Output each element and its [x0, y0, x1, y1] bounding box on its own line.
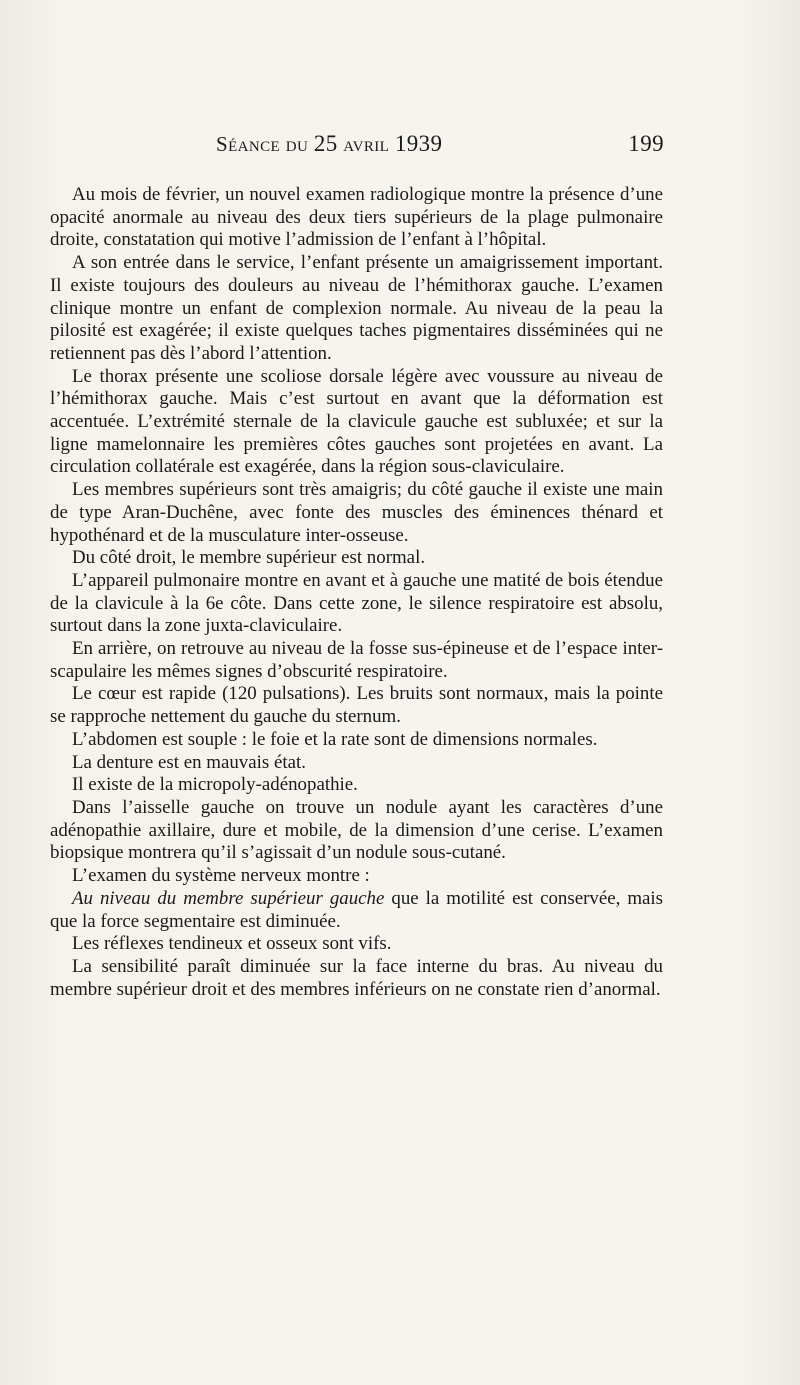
paragraph: Du côté droit, le membre supérieur est normal.: [72, 547, 426, 569]
running-head: [216, 131, 664, 163]
paragraph: La sensibilité paraît diminuée sur la face interne du bras. Au niveau du membre supérieur droit et des membres inférieurs on ne constate rien d’anormal.: [50, 955, 663, 1000]
running-head-year: 1939: [394, 131, 443, 156]
running-head-month: avril: [337, 132, 395, 156]
paragraph: Il existe de la micropoly-adénopathie.: [72, 774, 358, 796]
running-head-day: 25: [313, 131, 338, 156]
paragraph: L’appareil pulmonaire montre en avant et à gauche une matité de bois étendue de la clavicule à la 6e côte. Dans cette zone, le silence respiratoire est absolu, surtout dans la zone juxta-claviculaire.: [50, 569, 663, 637]
paragraph: A son entrée dans le service, l’enfant présente un amaigrissement important. Il existe toujours des douleurs au niveau de l’hémithorax gauche. L’examen clinique montre un enfant de complexion normale. Au niveau de la peau la pilosité est exagérée; il existe quelques taches pigmentaires disséminées qui ne retiennent pas dès l’abord l’attention.: [50, 252, 663, 364]
running-head-title: [216, 131, 442, 157]
italic-lead: Au niveau du membre supérieur gauche: [72, 887, 385, 909]
paragraph: En arrière, on retrouve au niveau de la fosse sus-épineuse et de l’espace inter-scapulaire les mêmes signes d’obscurité respiratoire.: [50, 638, 663, 682]
paragraph: L’examen du système nerveux montre :: [72, 865, 370, 887]
paragraph: Les membres supérieurs sont très amaigris; du côté gauche il existe une main de type Aran-Duchêne, avec fonte des muscles des éminences thénard et hypothénard et de la musculature inter-osseuse.: [50, 479, 663, 546]
body-text: [50, 184, 663, 1001]
paragraph: La denture est en mauvais état.: [72, 751, 306, 773]
italic-paragraph-rest: que la motilité est conservée, mais que la force segmentaire est diminuée.: [50, 887, 663, 932]
paragraph: L’abdomen est souple : le foie et la rate sont de dimensions normales.: [72, 728, 598, 750]
paragraph: Le thorax présente une scoliose dorsale légère avec voussure au niveau de l’hémithorax gauche. Mais c’est surtout en avant que la déformation est accentuée. L’extrémité sternale de la clavicule gauche est subluxée; et sur la ligne mamelonnaire les premières côtes gauches sont projetées en avant. La circulation collatérale est exagérée, dans la région sous-claviculaire.: [50, 365, 663, 478]
paragraph: Dans l’aisselle gauche on trouve un nodule ayant les caractères d’une adénopathie axillaire, dure et mobile, de la dimension d’une cerise. L’examen biopsique montrera qu’il s’agissait d’un nodule sous-cutané.: [50, 796, 663, 864]
paragraph: Au mois de février, un nouvel examen radiologique montre la présence d’une opacité anormale au niveau des deux tiers supérieurs de la plage pulmonaire droite, constatation qui motive l’admission de l’enfant à l’hôpital.: [50, 184, 663, 251]
page-number: 199: [628, 131, 664, 156]
paragraph: Le cœur est rapide (120 pulsations). Les bruits sont normaux, mais la pointe se rapproche nettement du gauche du sternum.: [50, 683, 663, 728]
running-head-prefix: Séance du: [216, 132, 314, 156]
italic-paragraph: [50, 888, 663, 933]
paragraph: Les réflexes tendineux et osseux sont vifs.: [72, 933, 392, 955]
